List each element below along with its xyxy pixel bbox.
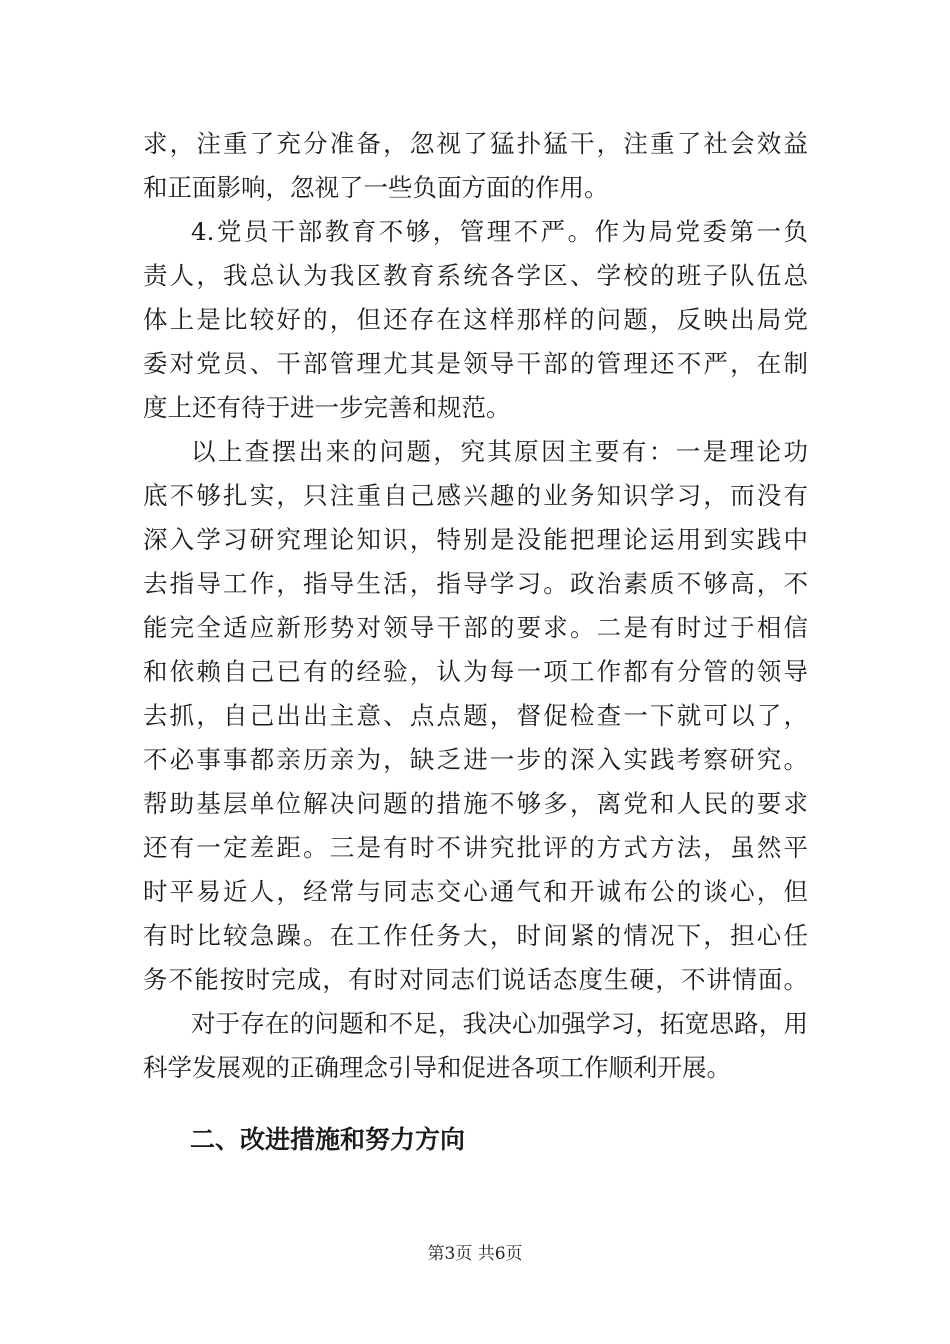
text-line: 4.党员干部教育不够，管理不严。作为局党委第一负 <box>191 217 808 246</box>
section-heading: 二、改进措施和努力方向 <box>190 1125 466 1154</box>
text-line: 度上还有待于进一步完善和规范。 <box>143 393 511 422</box>
text-line: 求，注重了充分准备，忽视了猛扑猛干，注重了社会效益 <box>143 129 808 158</box>
text-line: 深入学习研究理论知识，特别是没能把理论运用到实践中 <box>143 525 808 554</box>
page-footer: 第3页 共6页 <box>427 1244 523 1264</box>
text-line: 还有一定差距。三是有时不讲究批评的方式方法，虽然平 <box>143 833 808 862</box>
text-line: 体上是比较好的，但还存在这样那样的问题，反映出局党 <box>143 305 808 334</box>
text-line: 务不能按时完成，有时对同志们说话态度生硬，不讲情面。 <box>143 965 808 994</box>
text-line: 去抓，自己出出主意、点点题，督促检查一下就可以了， <box>143 701 808 730</box>
text-line: 底不够扎实，只注重自己感兴趣的业务知识学习，而没有 <box>143 481 808 510</box>
text-line: 帮助基层单位解决问题的措施不够多，离党和人民的要求 <box>143 789 808 818</box>
text-line: 委对党员、干部管理尤其是领导干部的管理还不严，在制 <box>143 349 808 378</box>
text-line: 和依赖自己已有的经验，认为每一项工作都有分管的领导 <box>143 657 808 686</box>
text-line: 有时比较急躁。在工作任务大，时间紧的情况下，担心任 <box>143 921 808 950</box>
body-text <box>143 122 808 1090</box>
text-line: 去指导工作，指导生活，指导学习。政治素质不够高，不 <box>143 569 808 598</box>
text-line: 科学发展观的正确理念引导和促进各项工作顺利开展。 <box>143 1053 731 1082</box>
text-line: 和正面影响，忽视了一些负面方面的作用。 <box>143 173 609 202</box>
text-line: 不必事事都亲历亲为，缺乏进一步的深入实践考察研究。 <box>143 745 808 774</box>
text-line: 责人，我总认为我区教育系统各学区、学校的班子队伍总 <box>143 261 808 290</box>
text-line: 时平易近人，经常与同志交心通气和开诚布公的谈心，但 <box>143 877 808 906</box>
text-line: 以上查摆出来的问题，究其原因主要有：一是理论功 <box>191 437 808 466</box>
text-line: 对于存在的问题和不足，我决心加强学习，拓宽思路，用 <box>191 1009 808 1038</box>
text-line: 能完全适应新形势对领导干部的要求。二是有时过于相信 <box>143 613 808 642</box>
